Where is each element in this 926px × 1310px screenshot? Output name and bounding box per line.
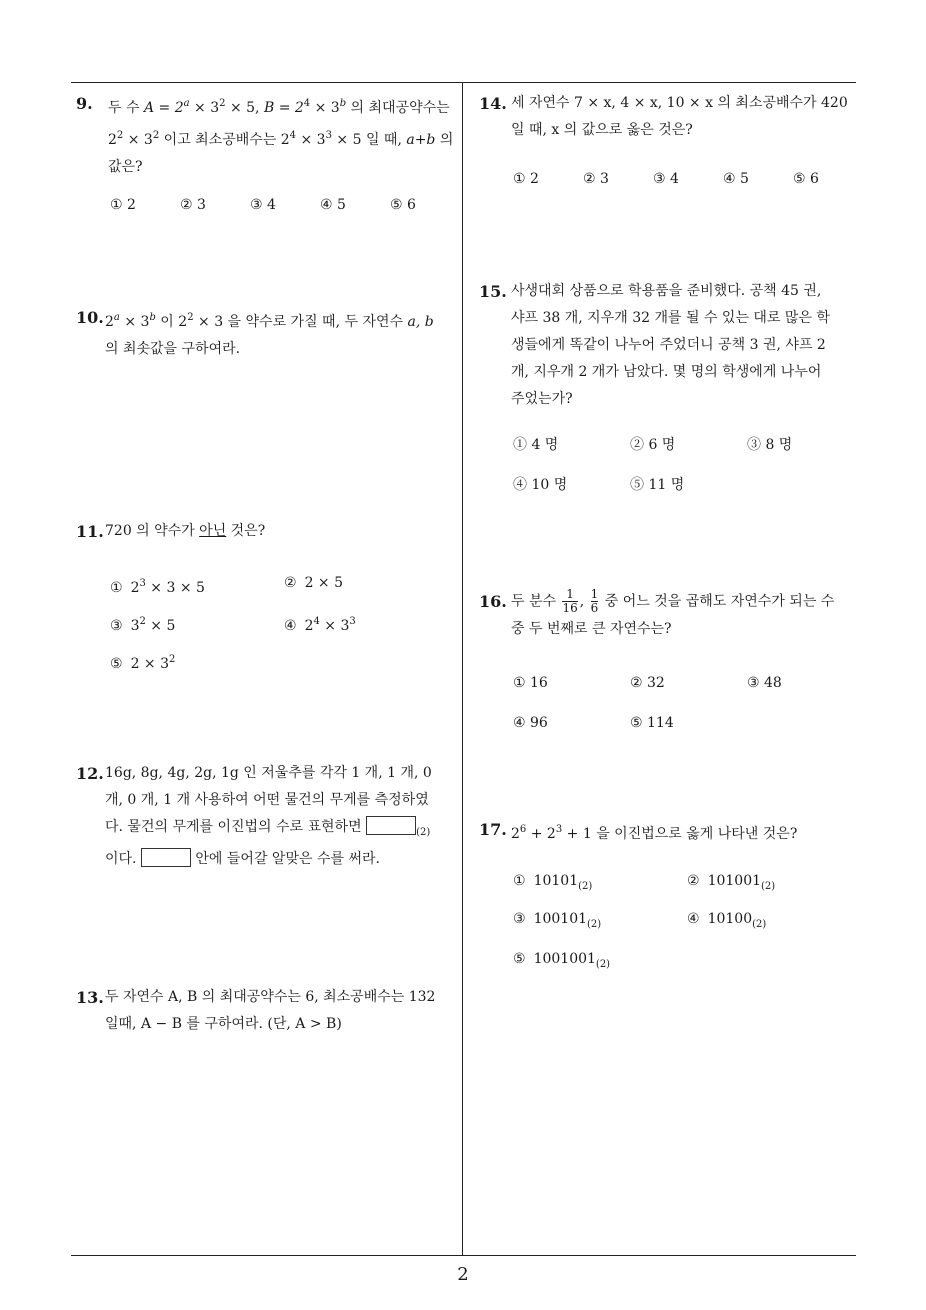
question-text: 세 자연수 7 × x, 4 × x, 10 × x 의 최소공배수가 420 일 때, x 의 값으로 옳은 것은? [511, 95, 848, 138]
choice-2[interactable]: ② 32 [630, 675, 665, 691]
question-12 [76, 760, 458, 873]
question-number: 10. [76, 308, 104, 327]
choice-2[interactable]: ② 3 [180, 197, 206, 213]
question-text: 사생대회 상품으로 학용품을 준비했다. 공책 45 권, 샤프 38 개, 지우개 32 개를 될 수 있는 대로 많은 학 생들에게 똑같이 나누어 주었더니 공책 3 권, 샤프 2 개, 지우개 2 개가 남았다. 몇 명의 학생에게 나누어 주었는가? [511, 283, 830, 407]
choice-1[interactable]: ① $10101_{(2)}$ [513, 873, 593, 892]
question-13 [76, 984, 458, 1038]
choice-4[interactable]: ④ $2^4 \times 3^3$ [284, 616, 356, 634]
choice-2[interactable]: ② 2 × 5 [284, 575, 344, 591]
question-number: 14. [479, 94, 507, 113]
question-text: 16g, 8g, 4g, 2g, 1g 인 저울추를 각각 1 개, 1 개, 0 개, 0 개, 1 개 사용하여 어떤 물건의 무게를 측정하였 다. 물건의 무게를 이진법의 수로 표현하면 $_{(2)}$ 이다. 안에 들어갈 알맞은 수를 써라. [105, 765, 432, 867]
bottom-rule [71, 1255, 856, 1256]
choice-5[interactable]: ⑤ $2 \times 3^2$ [110, 654, 176, 672]
choice-5[interactable]: ⑤ 114 [630, 715, 674, 731]
question-14 [479, 90, 861, 187]
choice-3[interactable]: ③ 8 명 [747, 437, 793, 453]
choice-3[interactable]: ③ 48 [747, 675, 782, 691]
column-divider [462, 82, 463, 1256]
choice-5[interactable]: ⑤ 6 [390, 197, 416, 213]
choice-5[interactable]: ⑤ $1001001_{(2)}$ [513, 951, 611, 970]
answer-blank-box[interactable] [366, 816, 416, 835]
question-number: 17. [479, 820, 507, 839]
question-number: 13. [76, 988, 104, 1007]
choice-4[interactable]: ④ 10 명 [513, 477, 568, 493]
question-9 [76, 90, 458, 213]
choice-2[interactable]: ② 6 명 [630, 437, 676, 453]
question-16 [479, 587, 861, 731]
choice-3[interactable]: ③ 4 [250, 197, 276, 213]
question-number: 16. [479, 592, 507, 611]
top-rule [71, 82, 856, 83]
question-text: 두 분수 $\frac{1}{16}$ , $\frac{1}{6}$ 중 어느 것을 곱해도 자연수가 되는 수 중 두 번째로 큰 자연수는? [511, 587, 835, 637]
question-text: 두 자연수 A, B 의 최대공약수는 6, 최소공배수는 132 일때, A − B 를 구하여라. (단, A > B) [105, 989, 436, 1032]
choice-4[interactable]: ④ 96 [513, 715, 548, 731]
choice-1[interactable]: ① 16 [513, 675, 548, 691]
choice-5[interactable]: ⑤ 6 [793, 171, 819, 187]
question-text: $2^a \times 3^b$ 이 $2^2 \times 3$ 을 약수로 가질 때, 두 자연수 a, b 의 최솟값을 구하여라. [105, 312, 434, 357]
page-number: 2 [457, 1264, 469, 1285]
question-number: 15. [479, 282, 507, 301]
question-text: 두 수 $A = 2^a \times 3^2 \times 5$, $B = 2^4 \times 3^b$ 의 최대공약수는 $2^2 \times 3^2$ 이고 최소공배수는 $2^4 \times 3^3 \times 5$ 일 때, a+b 의 값은? [108, 98, 454, 175]
fraction: $\frac{1}{16}$ [562, 587, 578, 615]
choice-4[interactable]: ④ 5 [320, 197, 346, 213]
choice-4[interactable]: ④ $10100_{(2)}$ [687, 911, 767, 930]
choice-1[interactable]: ① 4 명 [513, 437, 559, 453]
question-10 [76, 304, 458, 363]
choice-3[interactable]: ③ 4 [653, 171, 679, 187]
choice-3[interactable]: ③ $100101_{(2)}$ [513, 911, 602, 930]
question-text: 720 의 약수가 아닌 것은? [105, 523, 266, 539]
question-15 [479, 278, 861, 493]
question-11 [76, 518, 458, 672]
choice-1[interactable]: ① 2 [110, 197, 136, 213]
question-number: 12. [76, 764, 104, 783]
question-17 [479, 816, 861, 970]
answer-blank-box[interactable] [141, 848, 191, 867]
choice-1[interactable]: ① $2^3 \times 3 \times 5$ [110, 578, 205, 596]
choice-3[interactable]: ③ $3^2 \times 5$ [110, 616, 176, 634]
question-number: 9. [76, 94, 93, 113]
fraction: $\frac{1}{6}$ [590, 587, 599, 615]
question-text: $2^6 + 2^3 + 1$ 을 이진법으로 옳게 나타낸 것은? [511, 824, 798, 842]
choice-5[interactable]: ⑤ 11 명 [630, 477, 685, 493]
choice-1[interactable]: ① 2 [513, 171, 539, 187]
choice-2[interactable]: ② $101001_{(2)}$ [687, 873, 776, 892]
question-number: 11. [76, 522, 104, 541]
choice-4[interactable]: ④ 5 [723, 171, 749, 187]
choice-2[interactable]: ② 3 [583, 171, 609, 187]
